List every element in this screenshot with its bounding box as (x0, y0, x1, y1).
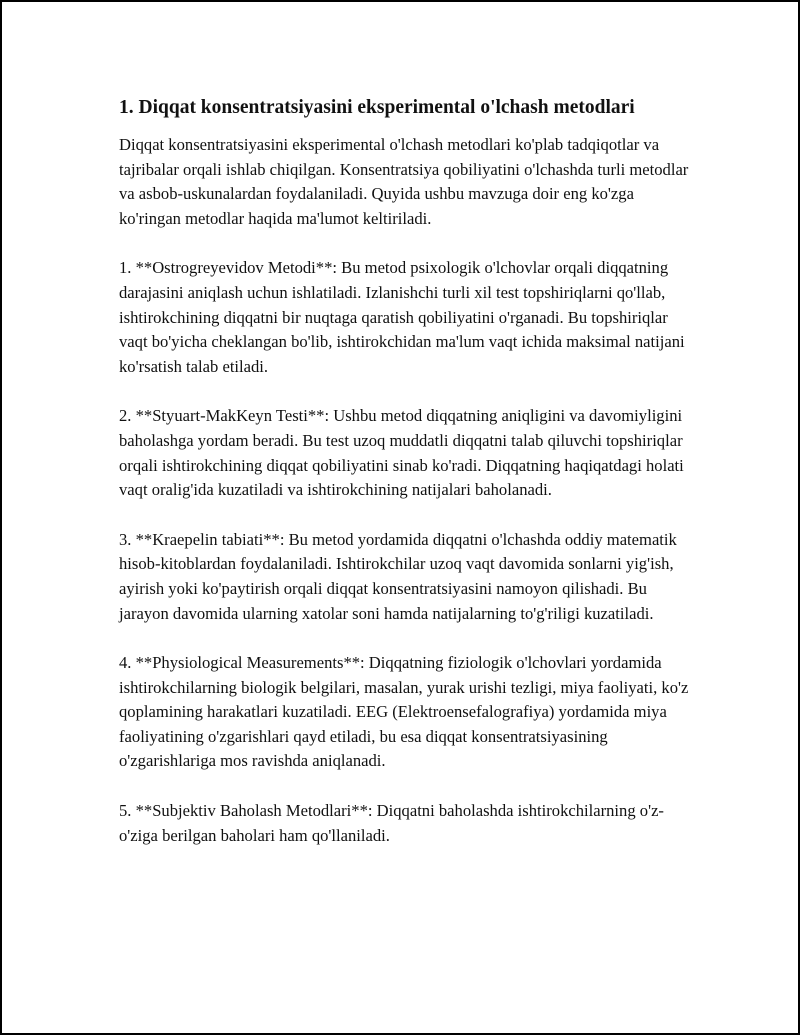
paragraph-method-5: 5. **Subjektiv Baholash Metodlari**: Diqqatni baholashda ishtirokchilarning o'z-o'ziga berilgan baholari ham qo'llaniladi. (119, 801, 664, 845)
paragraph-method-1: 1. **Ostrogreyevidov Metodi**: Bu metod psixologik o'lchovlar orqali diqqatning darajasini aniqlash uchun ishlatiladi. Izlanishchi turli xil test topshiriqlarni qo'llab, ishtirokchining diqqatni bir nuqtaga qaratish qobiliyatini o'rganadi. Bu topshiriqlar vaqt bo'yicha cheklangan bo'lib, ishtirokchidan ma'lum vaqt ichida maksimal natijani ko'rsatish talab etiladi. (119, 258, 685, 376)
document-body (119, 95, 699, 873)
document-heading: 1. Diqqat konsentratsiyasini eksperimental o'lchash metodlari (119, 97, 635, 118)
paragraph-intro: Diqqat konsentratsiyasini eksperimental o'lchash metodlari ko'plab tadqiqotlar va tajribalar orqali ishlab chiqilgan. Konsentratsiya qobiliyatini o'lchashda turli metodlar va asbob-uskunalardan foydalaniladi. Quyida ushbu mavzuga doir eng ko'zga ko'ringan metodlar haqida ma'lumot keltiriladi. (119, 135, 689, 228)
paragraph-method-2: 2. **Styuart-MakKeyn Testi**: Ushbu metod diqqatning aniqligini va davomiyligini baholashga yordam beradi. Bu test uzoq muddatli diqqatni talab qiluvchi topshiriqlar orqali ishtirokchining diqqat qobiliyatini sinab ko'radi. Diqqatning haqiqatdagi holati vaqt oralig'ida kuzatiladi va ishtirokchining natijalari baholanadi. (119, 406, 684, 500)
paragraph-method-3: 3. **Kraepelin tabiati**: Bu metod yordamida diqqatni o'lchashda oddiy matematik hisob-kitoblardan foydalaniladi. Ishtirokchilar uzoq vaqt davomida sonlarni yig'ish, ayirish yoki ko'paytirish orqali diqqat konsentratsiyasini namoyon qilishadi. Bu jarayon davomida ularning xatolar soni hamda natijalarning to'g'riligi kuzatiladi. (119, 529, 677, 623)
paragraph-method-4: 4. **Physiological Measurements**: Diqqatning fiziologik o'lchovlari yordamida ishtirokchilarning biologik belgilari, masalan, yurak urishi tezligi, miya faoliyati, ko'z qoplamining harakatlari kuzatiladi. EEG (Elektroensefalografiya) yordamida miya faoliyatining o'zgarishlari qayd etiladi, bu esa diqqat konsentratsiyasining o'zgarishlariga mos ravishda aniqlanadi. (119, 653, 689, 771)
